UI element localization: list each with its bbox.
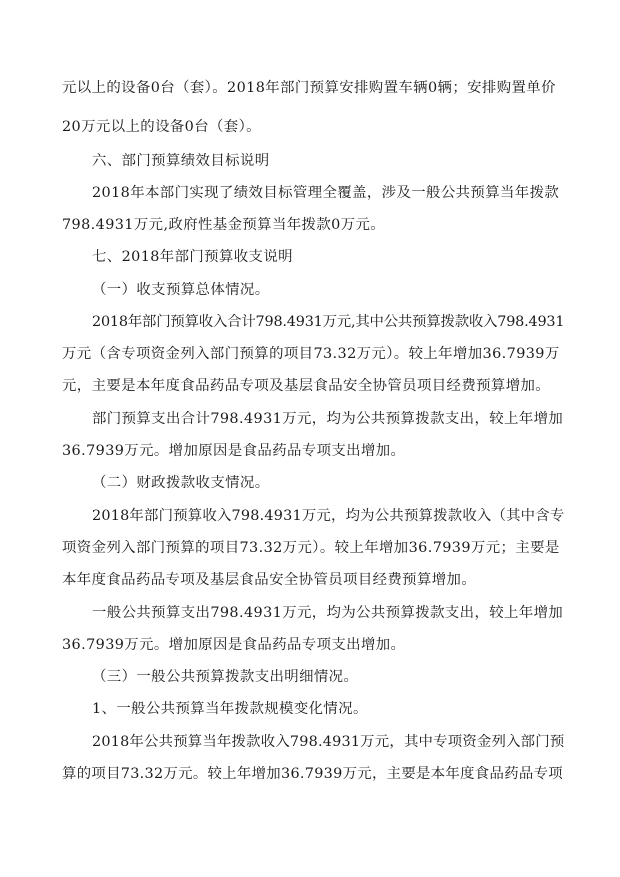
section-heading: 六、部门预算绩效目标说明 [92, 153, 270, 169]
paragraph-line: 项资金列入部门预算的项目73.32万元）。较上年增加36.7939万元；主要是 [62, 540, 560, 556]
paragraph-line: 元以上的设备0台（套）。2018年部门预算安排购置车辆0辆；安排购置单价 [62, 80, 556, 96]
paragraph-line: 2018年本部门实现了绩效目标管理全覆盖，涉及一般公共预算当年拨款 [92, 185, 560, 201]
paragraph-line: 2018年公共预算当年拨款收入798.4931万元，其中专项资金列入部门预 [92, 734, 565, 750]
paragraph-line: 本年度食品药品专项及基层食品安全协管员项目经费预算增加。 [62, 572, 477, 588]
paragraph-line: 36.7939万元。增加原因是食品药品专项支出增加。 [62, 443, 406, 459]
subsection-heading: 1、一般公共预算当年拨款规模变化情况。 [92, 701, 368, 717]
section-heading: 七、2018年部门预算收支说明 [92, 249, 293, 265]
paragraph-line: 一般公共预算支出798.4931万元，均为公共预算拨款支出，较上年增加 [92, 605, 564, 621]
subsection-heading: （二）财政拨款收支情况。 [92, 475, 270, 491]
paragraph-line: 20万元以上的设备0台（套）。 [62, 119, 261, 135]
paragraph-line: 元，主要是本年度食品药品专项及基层食品安全协管员项目经费预算增加。 [62, 378, 551, 394]
paragraph-line: 36.7939万元。增加原因是食品药品专项支出增加。 [62, 637, 406, 653]
paragraph-line: 万元（含专项资金列入部门预算的项目73.32万元）。较上年增加36.7939万 [62, 346, 560, 362]
paragraph-line: 部门预算支出合计798.4931万元，均为公共预算拨款支出，较上年增加 [92, 411, 564, 427]
paragraph-line: 算的项目73.32万元。较上年增加36.7939万元，主要是本年度食品药品专项 [62, 766, 563, 782]
subsection-heading: （三）一般公共预算拨款支出明细情况。 [92, 669, 359, 685]
paragraph-line: 2018年部门预算收入合计798.4931万元,其中公共预算拨款收入798.4931 [92, 314, 565, 330]
subsection-heading: （一）收支预算总体情况。 [92, 282, 270, 298]
paragraph-line: 798.4931万元,政府性基金预算当年拨款0万元。 [62, 217, 386, 233]
paragraph-line: 2018年部门预算收入798.4931万元，均为公共预算拨款收入（其中含专 [92, 508, 565, 524]
